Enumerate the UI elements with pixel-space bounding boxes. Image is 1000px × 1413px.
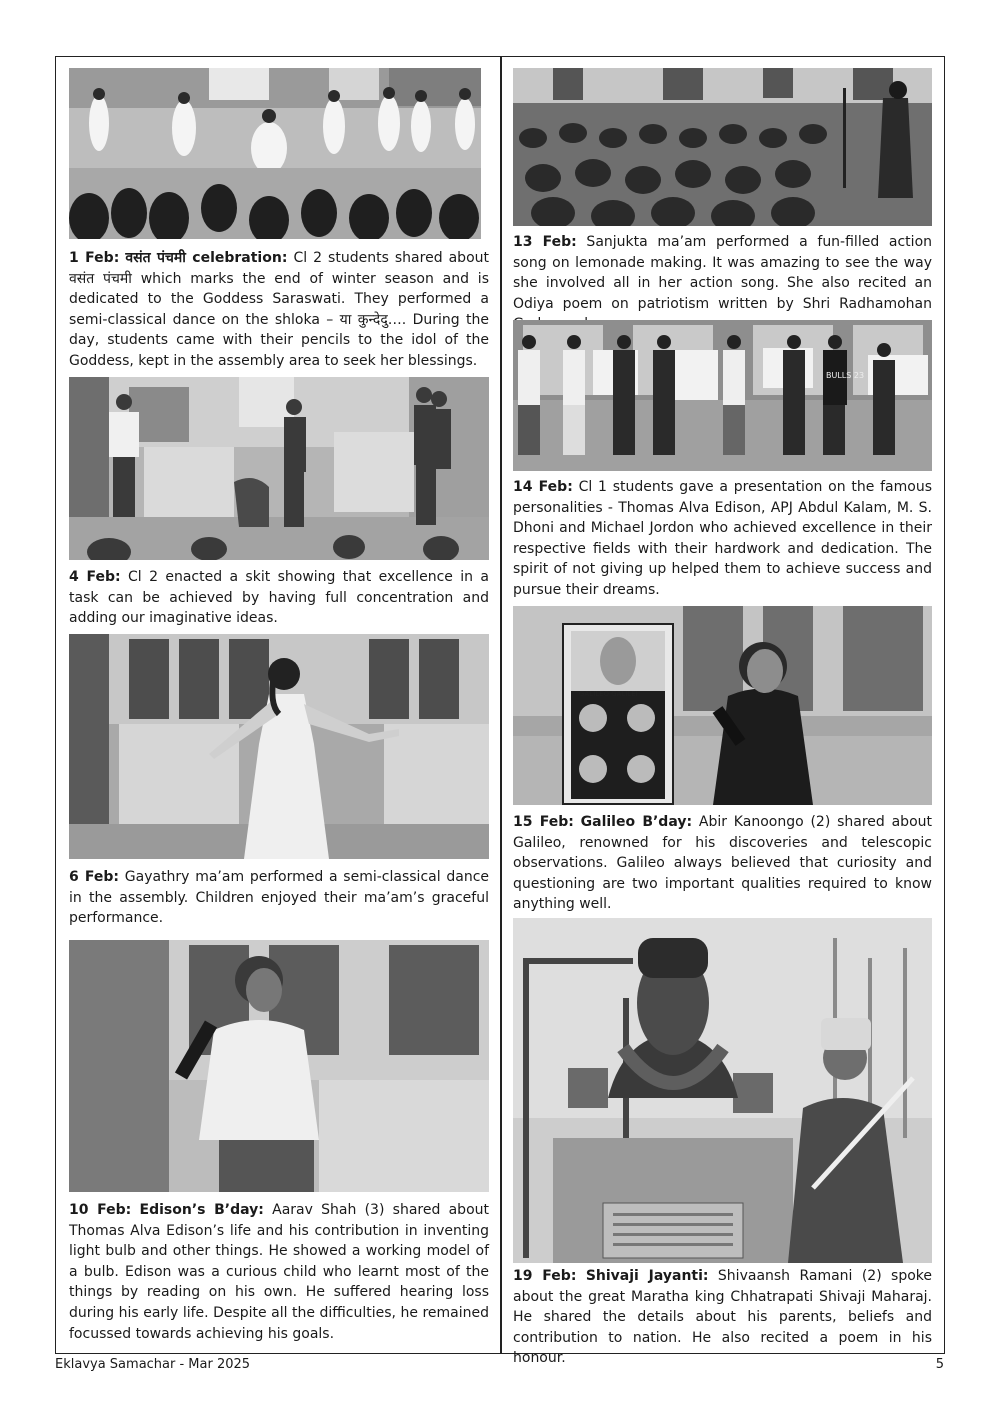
caption-15-feb: [513, 812, 932, 915]
photo-galileo-poster: [513, 606, 932, 805]
footer-page-number: 5: [935, 1357, 944, 1372]
poster-label: GALILEO GALILEI: [579, 690, 638, 698]
caption-title: Shivaji Jayanti:: [585, 1268, 709, 1284]
footer-publication: Eklavya Samachar - Mar 2025: [55, 1357, 251, 1372]
caption-title: Edison’s B’day:: [139, 1202, 264, 1218]
caption-date: 4 Feb:: [69, 569, 121, 585]
caption-date: 6 Feb:: [69, 869, 120, 885]
photo-shivaji-statue: [513, 918, 932, 1263]
caption-text: Cl 1 students gave a presentation on the famous personalities - Thomas Alva Edison, APJ Abdul Kalam, M. S. Dhoni and Michael Jordon who achieved excellence in their respective fields with their hardwork and dedication. The spirit of not giving up helped them to achieve success and pursue their dreams.: [513, 479, 932, 598]
photo-gayathry-dance: [69, 634, 489, 859]
photo-personalities-presentation: [513, 320, 932, 471]
caption-6-feb: [69, 867, 489, 929]
caption-19-feb: [513, 1266, 932, 1369]
caption-1-feb: [69, 248, 489, 372]
caption-10-feb: [69, 1200, 489, 1344]
caption-4-feb: [69, 567, 489, 629]
caption-text: Gayathry ma’am performed a semi-classical dance in the assembly. Children enjoyed their ma’am’s graceful performance.: [69, 869, 490, 927]
photo-skit: [69, 377, 489, 560]
caption-text: Cl 2 students shared about वसंत पंचमी which marks the end of winter season and is dedicated to the Goddess Saraswati. They performed a semi-classical dance on the shloka – या कुन्देदु…. During the day, students came with their pencils to the idol of the Goddess, kept in the assembly area to seek her blessings.: [69, 250, 489, 369]
caption-date: 14 Feb:: [513, 479, 573, 495]
caption-text: Abir Kanoongo (2) shared about Galileo, renowned for his discoveries and telescopic observations. Galileo always believed that curiosity and questioning are two important qualities required to know anything well.: [513, 814, 932, 913]
caption-date: 15 Feb:: [513, 814, 574, 830]
tshirt-text: BULLS 23: [826, 371, 865, 380]
caption-date: 19 Feb:: [513, 1268, 577, 1284]
photo-edison-speech: [69, 940, 489, 1192]
caption-14-feb: [513, 477, 932, 601]
caption-text: Cl 2 enacted a skit showing that excellence in a task can be achieved by having full concentration and adding our imaginative ideas.: [69, 569, 489, 627]
caption-date: 10 Feb:: [69, 1202, 132, 1218]
caption-text: Sanjukta ma’am performed a fun-filled action song on lemonade making. It was amazing to see the way she involved all in her action song. She also recited an Odiya poem on patriotism written by Shri Radhamohan: [513, 234, 933, 312]
photo-saraswati-dance: [69, 68, 481, 239]
column-divider: [500, 56, 502, 1354]
photo-action-song: [513, 68, 932, 226]
caption-date: 13 Feb:: [513, 234, 577, 250]
caption-title: Galileo B’day:: [580, 814, 693, 830]
caption-text: Aarav Shah (3) shared about Thomas Alva Edison’s life and his contribution in inventing light bulb and other things. He showed a working model of a bulb. Edison was a curious child who learnt most of the things by reading on his own. He suffered hearing loss during his early life. Despite all the difficulties, he remained focussed towards achieving his goals.: [69, 1202, 489, 1342]
caption-date: 1 Feb:: [69, 250, 120, 266]
caption-title: वसंत पंचमी celebration:: [125, 250, 288, 266]
caption-text: Shivaansh Ramani (2) spoke about the great Maratha king Chhatrapati Shivaji Maharaj. He shared the details about his parents, beliefs and contribution to nation. He also recited a poem in his honour.: [513, 1268, 933, 1367]
